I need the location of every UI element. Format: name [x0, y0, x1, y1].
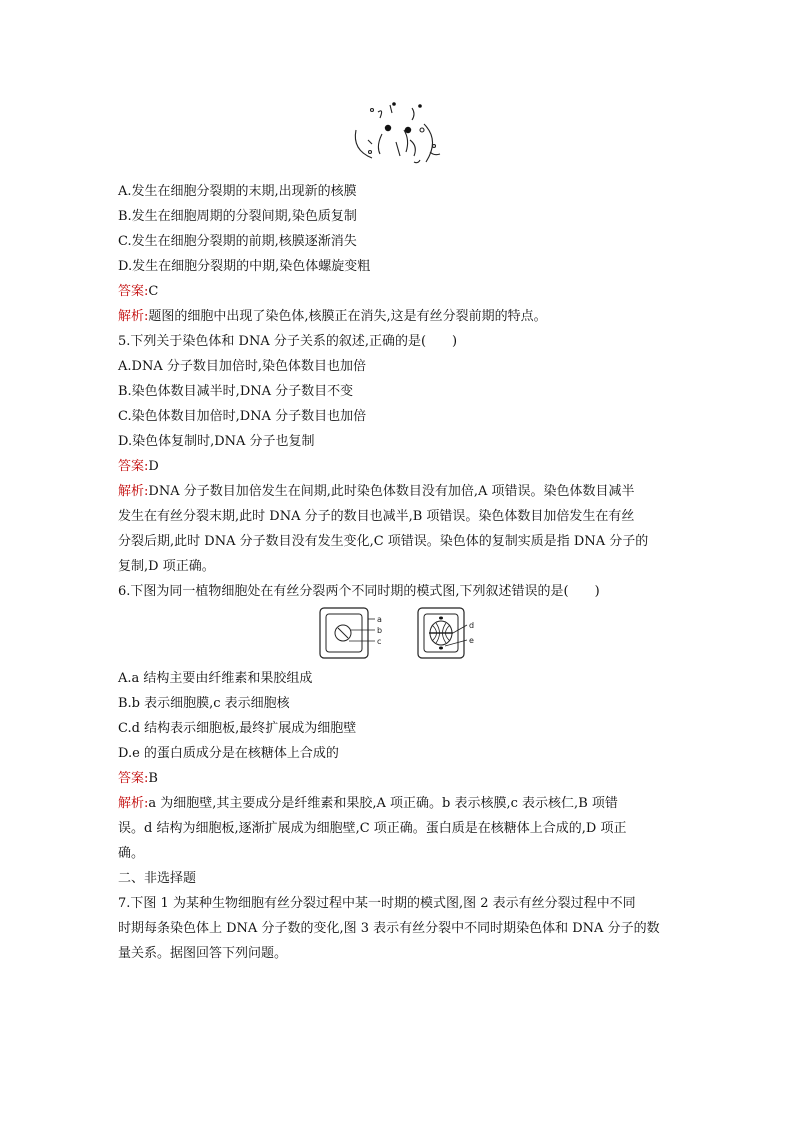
q4-option-a: A.发生在细胞分裂期的末期,出现新的核膜	[118, 184, 357, 199]
q5-analysis-line-3: 分裂后期,此时 DNA 分子数目没有发生变化,C 项错误。染色体的复制实质是指 DNA 分子的	[118, 534, 649, 549]
q5-option-d: D.染色体复制时,DNA 分子也复制	[118, 434, 315, 449]
q6-option-b: B.b 表示细胞膜,c 表示细胞核	[118, 696, 290, 711]
plant-cell-figures	[315, 605, 485, 661]
q7-line-3: 量关系。据图回答下列问题。	[118, 946, 288, 961]
answer-label: 答案:	[118, 771, 149, 786]
label-b: b	[377, 626, 383, 635]
q6-analysis-line-3: 确。	[118, 846, 145, 861]
q4-option-b: B.发生在细胞周期的分裂间期,染色质复制	[118, 209, 357, 224]
q5-analysis-line-4: 复制,D 项正确。	[118, 559, 215, 574]
q5-option-a: A.DNA 分子数目加倍时,染色体数目也加倍	[118, 359, 366, 374]
q7-line-1: 7.下图 1 为某种生物细胞有丝分裂过程中某一时期的模式图,图 2 表示有丝分裂过程中不同	[118, 896, 636, 911]
label-d: d	[469, 621, 475, 630]
q6-option-c: C.d 结构表示细胞板,最终扩展成为细胞壁	[118, 721, 357, 736]
q4-analysis	[118, 308, 547, 326]
q6-stem: 6.下图为同一植物细胞处在有丝分裂两个不同时期的模式图,下列叙述错误的是( )	[118, 584, 600, 599]
q4-option-c: C.发生在细胞分裂期的前期,核膜逐渐消失	[118, 234, 357, 249]
answer-value: D	[148, 459, 159, 474]
prophase-cell-figure	[350, 100, 446, 172]
answer-label: 答案:	[118, 284, 149, 299]
q5-analysis-line-1	[118, 483, 635, 501]
label-c: c	[377, 637, 382, 646]
cell-1-prophase	[320, 608, 382, 658]
analysis-label: 解析:	[118, 796, 149, 811]
q5-option-c: C.染色体数目加倍时,DNA 分子数目也加倍	[118, 409, 367, 424]
q6-analysis-line-2: 误。d 结构为细胞板,逐渐扩展成为细胞壁,C 项正确。蛋白质是在核糖体上合成的,D 项正	[118, 821, 627, 836]
cell-2-telophase	[418, 608, 474, 658]
analysis-label: 解析:	[118, 309, 149, 324]
answer-label: 答案:	[118, 459, 149, 474]
q7-line-2: 时期每条染色体上 DNA 分子数的变化,图 3 表示有丝分裂中不同时期染色体和 DNA 分子的数	[118, 921, 660, 936]
analysis-label: 解析:	[118, 484, 149, 499]
answer-value: C	[148, 284, 159, 299]
q6-answer	[118, 770, 158, 788]
q4-option-d: D.发生在细胞分裂期的中期,染色体螺旋变粗	[118, 259, 371, 274]
q5-answer	[118, 458, 159, 476]
section-heading: 二、非选择题	[118, 871, 197, 886]
q5-option-b: B.染色体数目减半时,DNA 分子数目不变	[118, 384, 354, 399]
q5-analysis-line-2: 发生在有丝分裂末期,此时 DNA 分子的数目也减半,B 项错误。染色体数目加倍发生在有丝	[118, 509, 635, 524]
analysis-text: DNA 分子数目加倍发生在间期,此时染色体数目没有加倍,A 项错误。染色体数目减半	[148, 484, 635, 499]
q6-option-a: A.a 结构主要由纤维素和果胶组成	[118, 671, 313, 686]
q6-analysis-line-1	[118, 795, 618, 813]
analysis-text: a 为细胞壁,其主要成分是纤维素和果胶,A 项正确。b 表示核膜,c 表示核仁,B 项错	[148, 796, 618, 811]
answer-value: B	[148, 771, 158, 786]
label-e: e	[469, 636, 474, 645]
q5-stem: 5.下列关于染色体和 DNA 分子关系的叙述,正确的是( )	[118, 334, 458, 349]
q6-option-d: D.e 的蛋白质成分是在核糖体上合成的	[118, 746, 339, 761]
analysis-text: 题图的细胞中出现了染色体,核膜正在消失,这是有丝分裂前期的特点。	[148, 309, 547, 324]
q4-answer	[118, 283, 158, 301]
label-a: a	[377, 615, 382, 624]
